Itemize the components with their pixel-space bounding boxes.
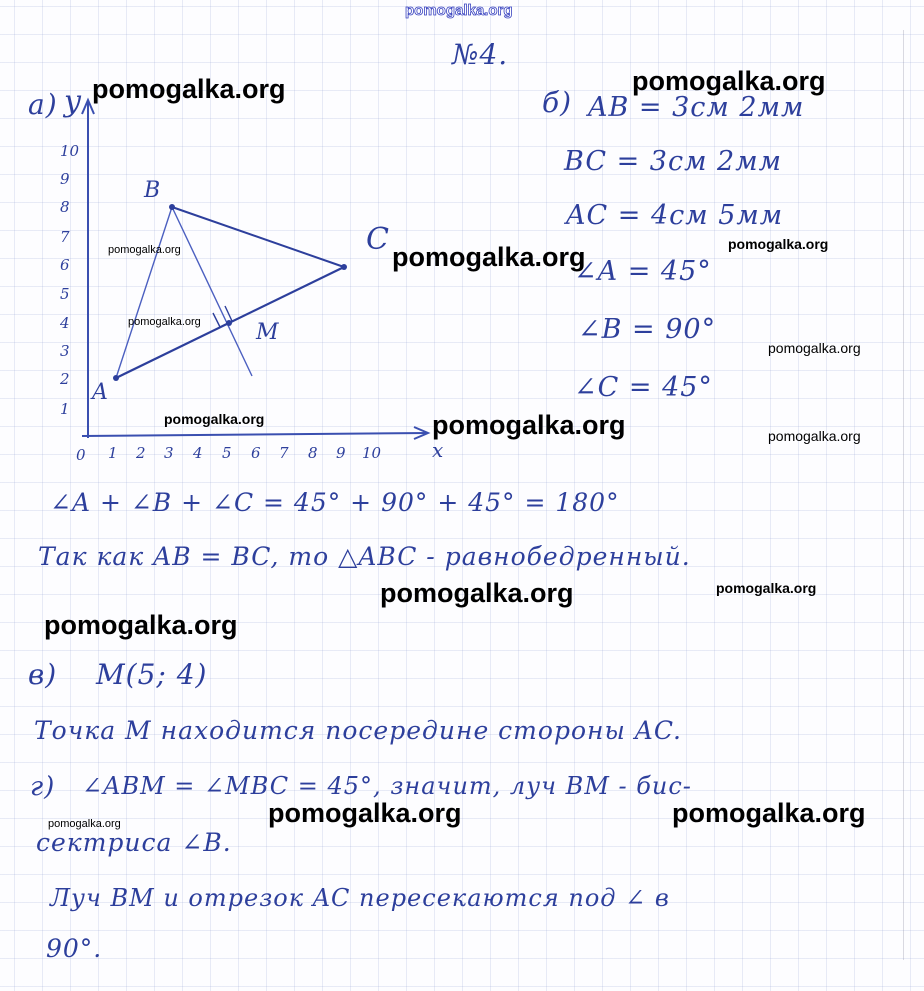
part-b-line-2: BC = 3см 2мм bbox=[564, 146, 783, 177]
x-tick-4: 4 bbox=[193, 444, 203, 462]
part-b-line-3: AC = 4см 5мм bbox=[566, 200, 784, 231]
part-v-coords: M(5; 4) bbox=[96, 658, 208, 691]
part-b-label: б) bbox=[542, 86, 573, 119]
watermark-11: pomogalka.org bbox=[380, 578, 574, 608]
x-tick-9: 9 bbox=[336, 444, 346, 462]
watermark-9: pomogalka.org bbox=[432, 410, 626, 440]
x-tick-3: 3 bbox=[164, 444, 174, 462]
part-b-line-6: ∠C = 45° bbox=[574, 372, 713, 403]
y-tick-6: 6 bbox=[60, 256, 70, 274]
point-B-dot bbox=[169, 204, 175, 210]
y-tick-4: 4 bbox=[60, 314, 70, 332]
watermark-5: pomogalka.org bbox=[728, 236, 829, 252]
y-tick-2: 2 bbox=[60, 370, 70, 388]
watermark-1: pomogalka.org bbox=[92, 74, 286, 104]
watermark-7: pomogalka.org bbox=[768, 340, 861, 356]
point-M-label: M bbox=[256, 320, 280, 345]
part-b-line-4: ∠A = 45° bbox=[574, 256, 712, 287]
y-tick-9: 9 bbox=[60, 170, 70, 188]
y-tick-5: 5 bbox=[60, 285, 70, 303]
x-tick-1: 1 bbox=[108, 444, 118, 462]
point-B-label: B bbox=[144, 178, 162, 203]
point-C-dot bbox=[341, 264, 347, 270]
part-a-label: а) bbox=[28, 88, 58, 121]
isosceles-statement: Так как AB = BC, то △ABC - равнобедренный. bbox=[38, 542, 691, 571]
part-g-line-2: сектриса ∠B. bbox=[36, 828, 232, 857]
watermark-8: pomogalka.org bbox=[164, 411, 265, 427]
watermark-2: pomogalka.org bbox=[632, 66, 826, 96]
part-b-line-1: AB = 3см 2мм bbox=[588, 92, 805, 123]
part-v-label: в) bbox=[28, 658, 58, 691]
x-tick-7: 7 bbox=[279, 444, 289, 462]
angle-sum: ∠A + ∠B + ∠C = 45° + 90° + 45° = 180° bbox=[50, 488, 620, 517]
x-tick-10: 10 bbox=[362, 444, 382, 462]
ray-BM bbox=[172, 207, 252, 376]
y-tick-1: 1 bbox=[60, 400, 70, 418]
watermark-13: pomogalka.org bbox=[44, 610, 238, 640]
x-tick-6: 6 bbox=[251, 444, 261, 462]
point-A-label: A bbox=[92, 380, 109, 405]
side-BC bbox=[172, 207, 344, 267]
point-C-label: C bbox=[366, 222, 390, 257]
y-tick-7: 7 bbox=[60, 228, 70, 246]
watermark-4: pomogalka.org bbox=[392, 242, 586, 272]
y-axis-label: y bbox=[64, 84, 82, 119]
y-tick-3: 3 bbox=[60, 342, 70, 360]
watermark-15: pomogalka.org bbox=[268, 798, 462, 828]
watermark-10: pomogalka.org bbox=[768, 428, 861, 444]
x-tick-0: 0 bbox=[76, 446, 86, 464]
y-tick-10: 10 bbox=[60, 142, 80, 160]
x-axis bbox=[82, 433, 428, 436]
part-b-line-5: ∠B = 90° bbox=[578, 314, 717, 345]
watermark-14: pomogalka.org bbox=[48, 818, 121, 830]
x-tick-8: 8 bbox=[308, 444, 318, 462]
watermark-16: pomogalka.org bbox=[672, 798, 866, 828]
point-M-dot bbox=[226, 320, 232, 326]
watermark-6: pomogalka.org bbox=[128, 316, 201, 328]
x-tick-2: 2 bbox=[136, 444, 146, 462]
x-axis-label: x bbox=[432, 438, 445, 462]
part-g-line-4: 90°. bbox=[46, 934, 103, 963]
side-AB bbox=[116, 207, 172, 378]
part-g-label: г) bbox=[30, 772, 56, 802]
header-watermark: pomogalka.org bbox=[405, 2, 513, 19]
part-v-text: Точка M находится посередине стороны AC. bbox=[34, 716, 683, 745]
watermark-3: pomogalka.org bbox=[108, 244, 181, 256]
x-tick-5: 5 bbox=[222, 444, 232, 462]
y-tick-8: 8 bbox=[60, 198, 70, 216]
part-g-line-1: ∠ABM = ∠MBC = 45°, значит, луч BM - бис- bbox=[82, 772, 692, 800]
task-number: №4. bbox=[452, 38, 509, 71]
part-g-line-3: Луч BM и отрезок AC пересекаются под ∠ в bbox=[50, 884, 670, 912]
watermark-12: pomogalka.org bbox=[716, 580, 817, 596]
point-A-dot bbox=[113, 375, 119, 381]
